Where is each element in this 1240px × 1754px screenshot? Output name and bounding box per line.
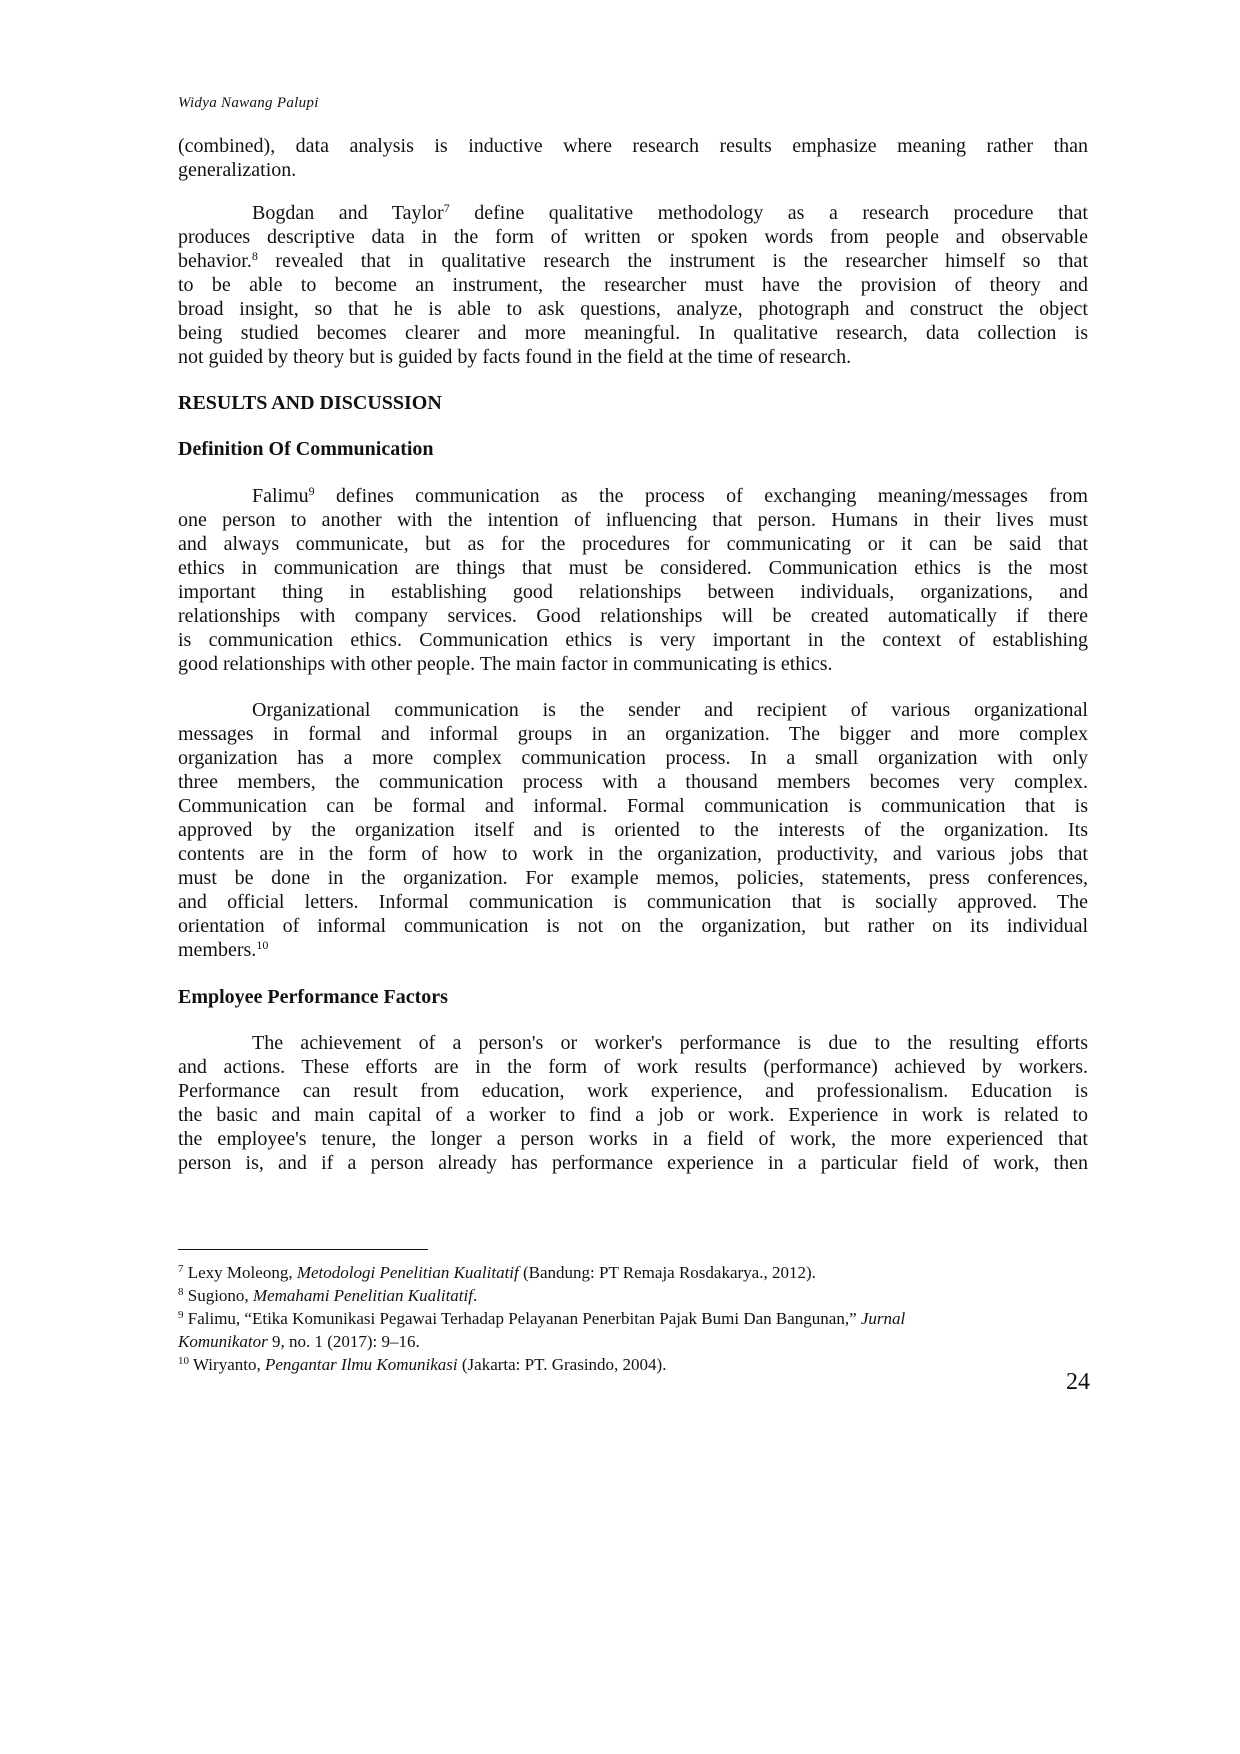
footnote-reference: 9 [308, 484, 315, 498]
paragraph [178, 134, 1088, 182]
footnote-reference: 7 [443, 201, 450, 215]
subsection-heading-definition: Definition Of Communication [178, 438, 434, 460]
text-line: members.$^{10}$ [178, 938, 269, 961]
text-line: is communication ethics. Communication ethics is very important in the context of establishing [178, 629, 1088, 651]
footnote-reference: 10 [178, 1355, 189, 1367]
text-line: broad insight, so that he is able to ask questions, analyze, photograph and construct the object [178, 298, 1088, 320]
text-line: messages in formal and informal groups in an organization. The bigger and more complex [178, 723, 1088, 745]
footnotes [178, 1261, 1098, 1376]
text-line: ethics in communication are things that must be considered. Communication ethics is the most [178, 557, 1088, 579]
footnote-line: $^7$ Lexy Moleong, Metodologi Penelitian Kualitatif (Bandung: PT Remaja Rosdakarya., 2012). [178, 1263, 816, 1282]
text-line: Organizational communication is the sender and recipient of various organizational [252, 699, 1088, 721]
footnote-line: Komunikator 9, no. 1 (2017): 9–16. [178, 1332, 420, 1351]
text-line: and always communicate, but as for the procedures for communicating or it can be said that [178, 533, 1088, 555]
section-heading-results: RESULTS AND DISCUSSION [178, 392, 442, 414]
text-line: must be done in the organization. For example memos, policies, statements, press conferences, [178, 867, 1088, 889]
footnote-reference: 10 [256, 938, 269, 952]
italic-title: Jurnal [860, 1309, 906, 1328]
text-line: not guided by theory but is guided by facts found in the field at the time of research. [178, 346, 852, 368]
paragraph [178, 698, 1088, 962]
text-line: and official letters. Informal communication is communication that is socially approved. The [178, 891, 1088, 913]
italic-title: Metodologi Penelitian Kualitatif [296, 1263, 519, 1282]
text-line: Bogdan and Taylor$^7$ define qualitative methodology as a research procedure that [252, 201, 1088, 224]
footnote-reference: 8 [178, 1286, 184, 1298]
footnote-reference: 9 [178, 1309, 184, 1321]
text-line: orientation of informal communication is not on the organization, but rather on its individual [178, 915, 1088, 937]
text-line: being studied becomes clearer and more meaningful. In qualitative research, data collection is [178, 322, 1088, 344]
italic-title: Memahami Penelitian Kualitatif [252, 1286, 473, 1305]
text-line: produces descriptive data in the form of written or spoken words from people and observable [178, 226, 1088, 248]
text-line: important thing in establishing good relationships between individuals, organizations, and [178, 581, 1088, 603]
footnote-reference: 7 [178, 1263, 184, 1275]
paragraph [178, 1031, 1088, 1175]
text-line: three members, the communication process with a thousand members becomes very complex. [178, 771, 1088, 793]
text-line: behavior.$^8$ revealed that in qualitative research the instrument is the researcher himself so that [178, 249, 1088, 272]
paragraph [178, 484, 1088, 676]
text-line: to be able to become an instrument, the researcher must have the provision of theory and [178, 274, 1088, 296]
text-line: and actions. These efforts are in the form of work results (performance) achieved by workers. [178, 1056, 1088, 1078]
text-line: the employee's tenure, the longer a person works in a field of work, the more experienced that [178, 1128, 1088, 1150]
italic-title: Pengantar Ilmu Komunikasi [264, 1355, 458, 1374]
text-line: approved by the organization itself and is oriented to the interests of the organization. Its [178, 819, 1088, 841]
text-line: generalization. [178, 159, 297, 181]
text-line: relationships with company services. Good relationships will be created automatically if there [178, 605, 1088, 627]
footnote-separator [178, 1249, 428, 1250]
footnote-line: $^8$ Sugiono, Memahami Penelitian Kualitatif. [178, 1286, 478, 1305]
footnote-line: $^{10}$ Wiryanto, Pengantar Ilmu Komunikasi (Jakarta: PT. Grasindo, 2004). [178, 1355, 667, 1374]
text-line: Falimu$^9$ defines communication as the process of exchanging meaning/messages from [252, 484, 1088, 507]
page-number: 24 [1066, 1369, 1090, 1395]
text-line: organization has a more complex communication process. In a small organization with only [178, 747, 1088, 769]
text-line: person is, and if a person already has performance experience in a particular field of work, then [178, 1152, 1088, 1174]
paragraph [178, 201, 1088, 369]
text-line: good relationships with other people. The main factor in communicating is ethics. [178, 653, 833, 675]
text-line: (combined), data analysis is inductive where research results emphasize meaning rather than [178, 135, 1088, 157]
text-line: The achievement of a person's or worker's performance is due to the resulting efforts [252, 1032, 1088, 1054]
footnote-reference: 8 [251, 249, 258, 263]
text-line: Performance can result from education, work experience, and professionalism. Education is [178, 1080, 1088, 1102]
italic-title: Komunikator [178, 1332, 268, 1351]
text-line: one person to another with the intention of influencing that person. Humans in their lives must [178, 509, 1088, 531]
subsection-heading-performance: Employee Performance Factors [178, 986, 448, 1008]
footnote-line: $^9$ Falimu, “Etika Komunikasi Pegawai Terhadap Pelayanan Penerbitan Pajak Bumi Dan Bangunan,” Jurnal [178, 1309, 906, 1328]
text-line: Communication can be formal and informal. Formal communication is communication that is [178, 795, 1088, 817]
running-header-author: Widya Nawang Palupi [178, 95, 319, 111]
text-line: contents are in the form of how to work in the organization, productivity, and various jobs that [178, 843, 1088, 865]
text-line: the basic and main capital of a worker to find a job or work. Experience in work is related to [178, 1104, 1088, 1126]
